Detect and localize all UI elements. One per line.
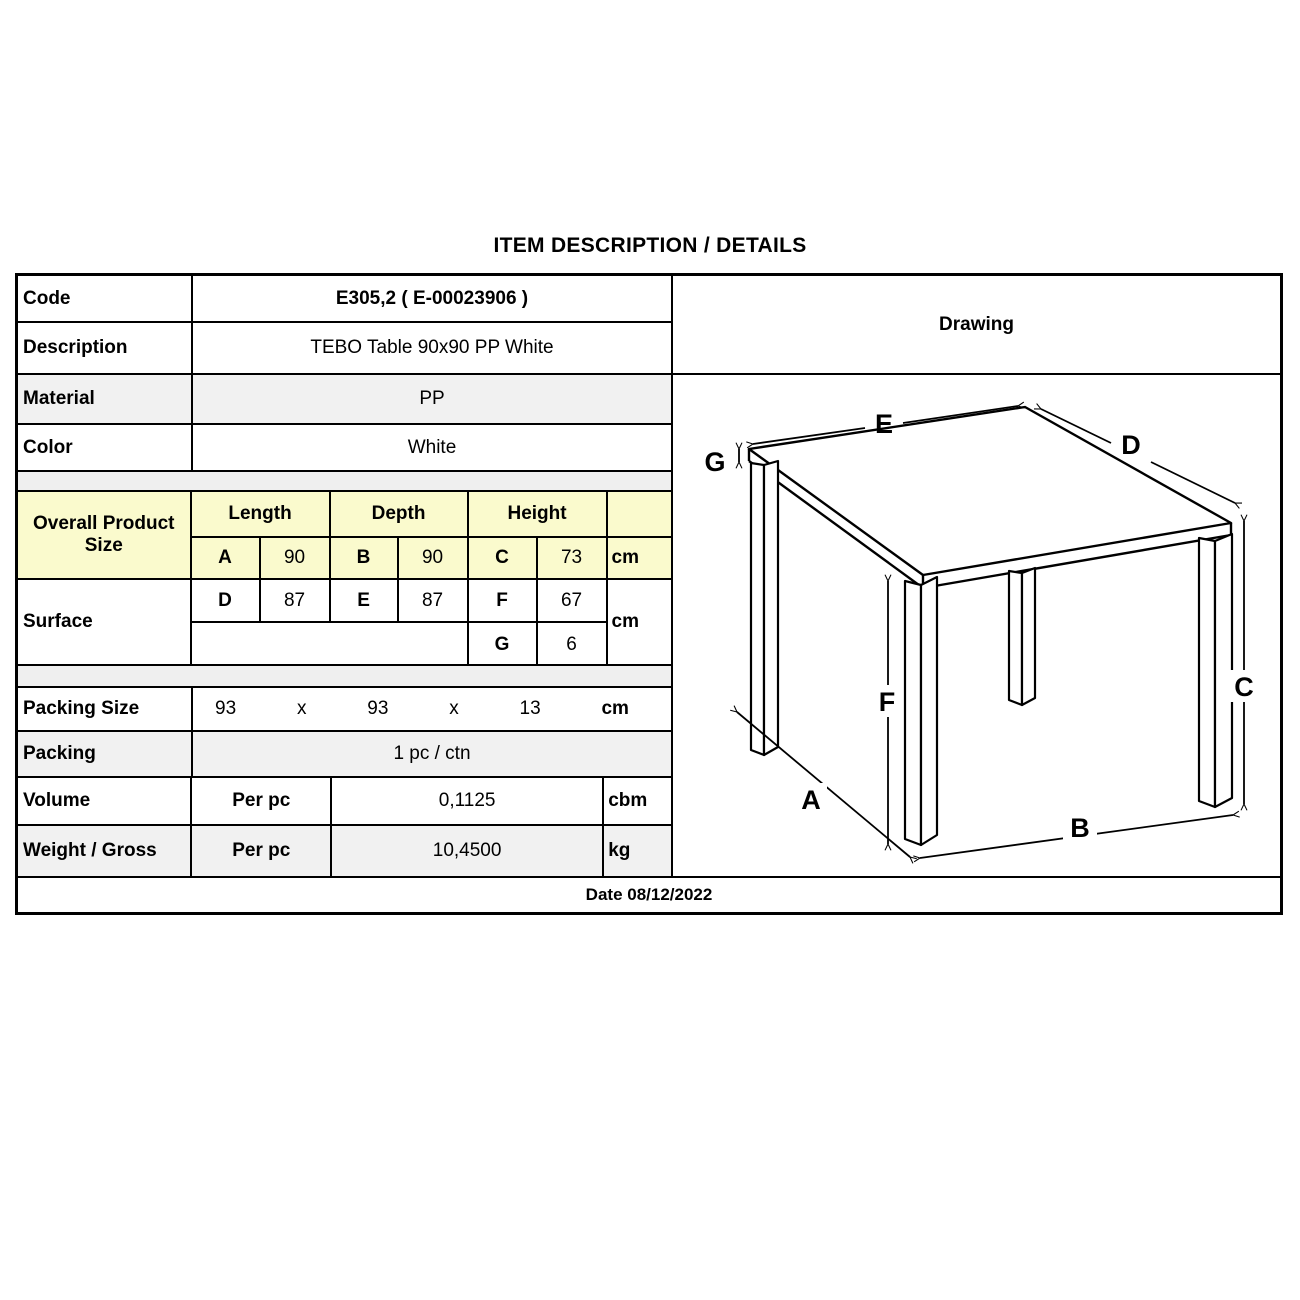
details-panel	[18, 276, 673, 876]
dim-key-e: E	[331, 580, 399, 623]
header-length: Length	[192, 492, 331, 538]
header-depth: Depth	[331, 492, 469, 538]
packing-size-h: 13	[519, 698, 541, 719]
description-label: Description	[18, 323, 193, 373]
weight-unit: kg	[608, 840, 631, 861]
code-value: E305,2 ( E-00023906 )	[335, 287, 529, 309]
row-description	[18, 323, 671, 375]
dim-key-b: B	[331, 538, 399, 578]
header-unit-blank	[608, 492, 671, 538]
drawing-header: Drawing	[673, 276, 1280, 375]
surface-label: Surface	[18, 580, 192, 664]
date-text: Date 08/12/2022	[585, 885, 713, 904]
dim-label-f: F	[878, 687, 896, 717]
row-packing-size	[18, 688, 671, 732]
packing-size-d: 93	[367, 698, 389, 719]
surface-section	[18, 580, 671, 666]
dim-label-d: D	[1121, 430, 1141, 460]
dim-label-g: G	[704, 447, 726, 477]
row-code	[18, 276, 671, 323]
packing-size-values	[193, 688, 671, 730]
dim-key-d: D	[192, 580, 261, 623]
dim-val-f: 67	[538, 580, 608, 623]
color-label: Color	[18, 425, 193, 470]
page-title: ITEM DESCRIPTION / DETAILS	[493, 234, 807, 257]
dim-key-f: F	[469, 580, 538, 623]
dim-val-d: 87	[261, 580, 331, 623]
table-drawing	[673, 375, 1280, 876]
material-label: Material	[18, 375, 193, 423]
volume-unit: cbm	[608, 790, 648, 811]
dim-val-c: 73	[538, 538, 608, 578]
packing-size-x2: x	[449, 698, 459, 719]
dim-label-a: A	[801, 785, 821, 815]
row-volume	[18, 778, 671, 826]
volume-value: 0,1125	[332, 778, 604, 824]
weight-value: 10,4500	[332, 826, 604, 876]
row-material	[18, 375, 671, 425]
packing-value: 1 pc / ctn	[393, 743, 471, 764]
packing-size-x1: x	[296, 698, 307, 719]
row-weight	[18, 826, 671, 876]
overall-size-section	[18, 492, 671, 580]
dim-key-a: A	[192, 538, 261, 578]
dim-label-b: B	[1070, 813, 1090, 843]
row-packing	[18, 732, 671, 778]
material-value: PP	[419, 388, 445, 409]
overall-unit: cm	[611, 547, 640, 568]
dim-label-c: C	[1234, 672, 1254, 702]
spec-table	[15, 273, 1283, 915]
color-value: White	[407, 436, 457, 458]
weight-per: Per pc	[192, 826, 332, 876]
dim-val-b: 90	[399, 538, 469, 578]
packing-size-unit: cm	[601, 698, 629, 719]
dim-key-g: G	[469, 623, 538, 666]
code-label: Code	[18, 276, 193, 321]
dim-val-a: 90	[261, 538, 331, 578]
drawing-panel	[673, 276, 1280, 876]
packing-size-l: 93	[215, 698, 237, 719]
date-row	[18, 876, 1280, 912]
row-color	[18, 425, 671, 472]
dim-label-e: E	[874, 409, 894, 439]
dim-val-e: 87	[399, 580, 469, 623]
overall-size-label: Overall Product Size	[18, 492, 192, 578]
dim-key-c: C	[469, 538, 538, 578]
separator	[18, 666, 671, 688]
packing-size-label: Packing Size	[18, 688, 193, 730]
header-height: Height	[469, 492, 608, 538]
separator	[18, 472, 671, 492]
volume-label: Volume	[18, 778, 192, 824]
packing-label: Packing	[18, 732, 193, 776]
surface-unit: cm	[611, 611, 639, 632]
surface-blank-cell	[192, 623, 469, 666]
description-value: TEBO Table 90x90 PP White	[310, 337, 554, 358]
volume-per: Per pc	[192, 778, 332, 824]
weight-label: Weight / Gross	[18, 826, 192, 876]
dim-val-g: 6	[538, 623, 608, 666]
